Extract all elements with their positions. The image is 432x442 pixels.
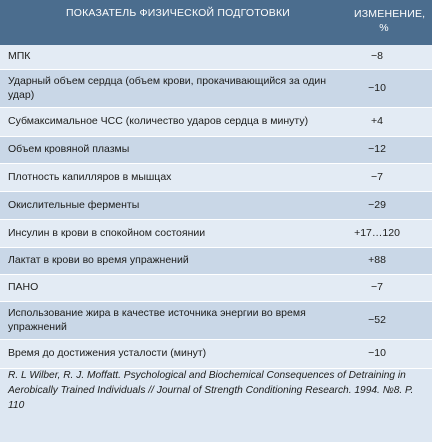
change-cell: −12 [368,143,386,156]
indicator-cell: Окислительные ферменты [8,198,140,211]
indicator-cell: Ударный объем сердца (объем крови, прокачивающийся за один удар) [8,75,327,101]
change-column-title: ИЗМЕНЕНИЕ, [354,8,426,20]
change-cell: +17…120 [354,226,400,239]
table-body [0,45,432,369]
change-cell: −8 [371,50,383,63]
indicator-column-header: ПОКАЗАТЕЛЬ ФИЗИЧЕСКОЙ ПОДГОТОВКИ [66,7,291,19]
change-column-header [354,7,426,35]
table-row [0,248,432,275]
indicator-cell: Объем кровяной плазмы [8,143,130,156]
change-cell: −7 [371,281,383,294]
table-header [0,0,432,45]
source-citation: R. L Wilber, R. J. Moffatt. Psychological and Biochemical Consequences of Detraining in Aerobically Trained Individuals // Journal of Strength Conditioning Research. 1994. №8. P. 110 [8,370,414,411]
indicator-cell: МПК [8,50,31,63]
table-row [0,70,432,108]
change-cell: −10 [368,347,386,360]
table-row [0,164,432,192]
indicator-cell: Субмаксимальное ЧСС (количество ударов сердца в минуту) [8,115,309,128]
table-row [0,45,432,70]
change-cell: −7 [371,170,383,183]
change-cell: −29 [368,198,386,211]
change-cell: +88 [368,254,386,267]
change-cell: +4 [371,115,383,128]
indicator-cell: Плотность капилляров в мышцах [8,170,172,183]
table-row [0,220,432,248]
indicator-cell: Время до достижения усталости (минут) [8,347,207,360]
change-column-unit: % [379,22,389,34]
change-cell: −52 [368,313,386,326]
table-row [0,340,432,369]
change-cell: −10 [368,81,386,94]
indicator-cell: Лактат в крови во время упражнений [8,254,189,267]
table-row [0,192,432,220]
indicator-cell: Инсулин в крови в спокойном состоянии [8,226,206,239]
table-row [0,108,432,137]
indicator-cell: Использование жира в качестве источника энергии во время упражнений [8,307,306,333]
indicator-cell: ПАНО [8,281,39,294]
table-row [0,275,432,302]
table-row [0,302,432,340]
table-row [0,137,432,164]
